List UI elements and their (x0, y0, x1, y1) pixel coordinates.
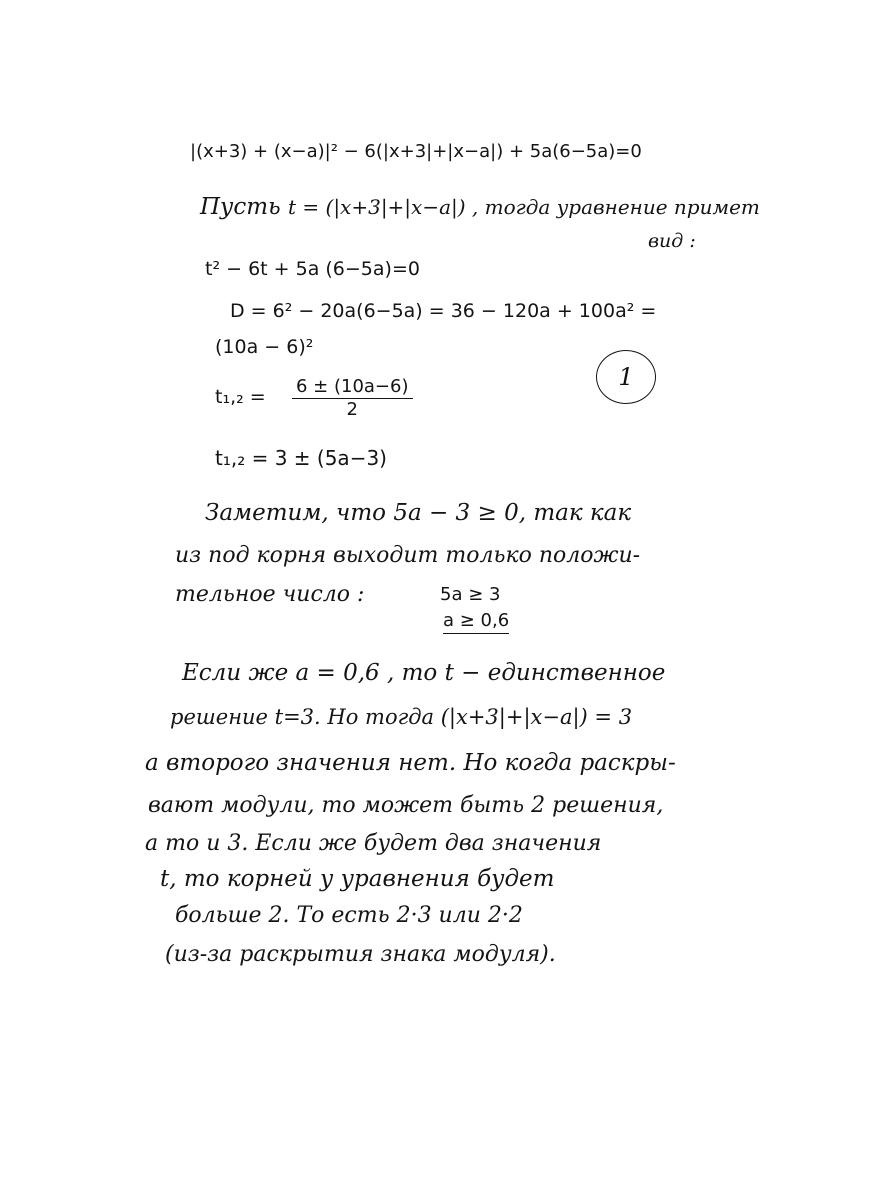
para2-line-4: вают модули, то может быть 2 решения, (148, 793, 664, 818)
para2-line-7: больше 2. То есть 2·3 или 2·2 (175, 903, 523, 928)
note-line-2: из под корня выходит только положи- (175, 543, 641, 568)
roots-numerator: 6 ± (10a−6) (292, 378, 413, 399)
discriminant-line: D = 6² − 20a(6−5a) = 36 − 120a + 100a² = (230, 300, 657, 322)
let-t-word: Пусть (200, 194, 281, 220)
note-line-1: Заметим, что 5a − 3 ≥ 0, так как (205, 500, 632, 526)
para2-line-2: решение t=3. Но тогда (|x+3|+|x−a|) = 3 (170, 705, 633, 729)
para2-line-3: а второго значения нет. Но когда раскры- (145, 750, 676, 776)
roots-simplified: t₁,₂ = 3 ± (5a−3) (215, 446, 387, 470)
para2-line-1: Если же a = 0,6 , то t − единственное (182, 660, 666, 686)
circled-number-label: 1 (618, 363, 634, 391)
note-inequality: 5a ≥ 3 (440, 584, 501, 605)
circled-number (596, 350, 656, 404)
discriminant-square: (10a − 6)² (215, 336, 314, 358)
let-t-continuation: вид : (648, 230, 696, 252)
note-result-text: a ≥ 0,6 (443, 610, 509, 634)
main-equation: |(x+3) + (x−a)|² − 6(|x+3|+|x−a|) + 5a(6−5a)=0 (190, 141, 642, 162)
roots-label: t₁,₂ = (215, 386, 266, 408)
roots-fraction (292, 378, 413, 419)
roots-denominator: 2 (346, 399, 358, 420)
note-result (443, 612, 509, 630)
para2-line-6: t, то корней у уравнения будет (160, 866, 555, 892)
para2-line-8: (из-за раскрытия знака модуля). (165, 942, 556, 967)
note-line-3: тельное число : (175, 582, 365, 607)
quadratic-equation: t² − 6t + 5a (6−5a)=0 (205, 258, 420, 280)
para2-line-5: а то и 3. Если же будет два значения (145, 831, 602, 856)
let-t-definition: t = (|x+3|+|x−a|) , тогда уравнение примет (288, 195, 760, 219)
